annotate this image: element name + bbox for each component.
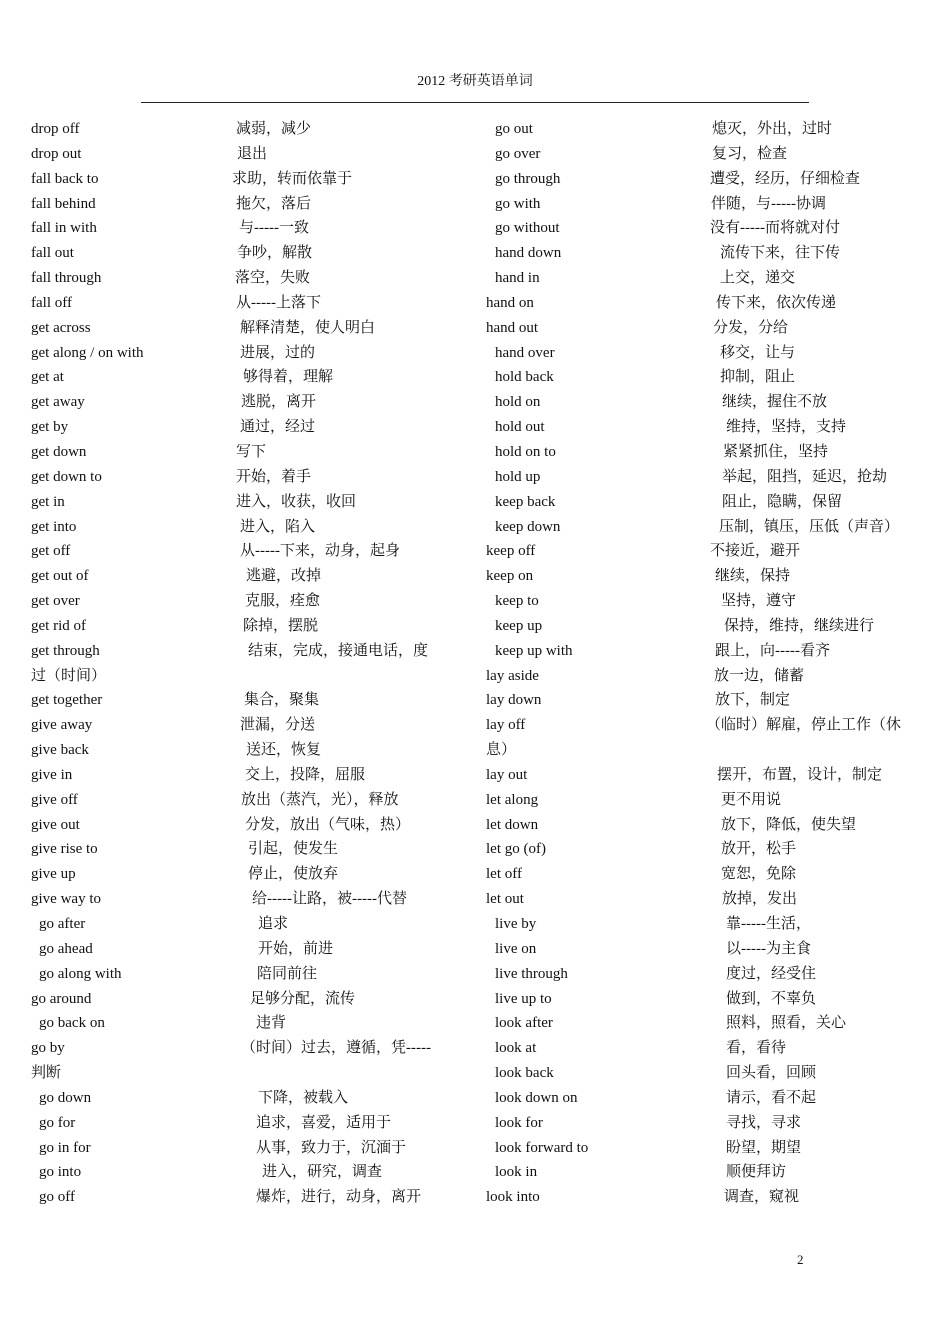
vocab-term: get out of: [31, 568, 89, 585]
vocab-definition: 分发，放出（气味，热）: [245, 816, 411, 833]
vocab-definition: 进入，陷入: [240, 518, 316, 535]
vocab-term: look back: [495, 1065, 554, 1082]
vocab-term: keep back: [495, 493, 556, 510]
vocab-definition: 紧紧抓住，坚持: [723, 443, 829, 460]
vocab-definition: 盼望，期望: [726, 1139, 802, 1156]
vocab-entry: [486, 515, 911, 540]
vocab-entry: [486, 837, 911, 862]
vocab-definition: 不接近，避开: [710, 543, 801, 560]
vocab-term: go into: [39, 1164, 82, 1181]
vocab-definition: 从-----下来，动身，起身: [240, 543, 400, 560]
vocab-entry: [31, 1111, 456, 1136]
vocab-term: go over: [495, 145, 541, 162]
vocab-definition: 伴随，与-----协调: [711, 195, 826, 212]
vocab-term: let out: [486, 891, 524, 908]
vocab-entry: [486, 266, 911, 291]
vocab-definition: 与-----一致: [239, 220, 309, 237]
vocab-entry: [486, 1160, 911, 1185]
vocab-definition: 进展，过的: [240, 344, 316, 361]
vocab-entry: [31, 713, 456, 738]
vocab-entry: [31, 738, 456, 763]
vocab-entry: [486, 664, 911, 689]
vocab-definition: （临时）解雇，停止工作（休: [706, 717, 902, 734]
vocab-term: fall in with: [31, 220, 97, 237]
vocab-term: live by: [495, 916, 537, 932]
vocab-definition: 维持，坚持，支持: [726, 419, 847, 436]
vocab-definition: 移交，让与: [720, 344, 796, 361]
vocab-term: go with: [495, 195, 541, 212]
vocab-term: drop out: [31, 145, 82, 162]
header-divider: [141, 102, 809, 103]
vocab-definition: 引起，使发生: [248, 841, 339, 858]
vocab-term: give away: [31, 717, 93, 734]
vocab-term: keep off: [486, 543, 536, 560]
vocab-term: look for: [495, 1114, 543, 1131]
vocab-term: get over: [31, 593, 80, 610]
vocab-definition: 分发，分给: [713, 319, 789, 336]
vocab-term: hold back: [495, 369, 554, 386]
vocab-term: hand down: [495, 245, 562, 262]
vocab-term: get into: [31, 518, 77, 535]
vocab-definition: 保持，维持，继续进行: [724, 617, 875, 634]
vocab-entry: [31, 515, 456, 540]
vocab-term: fall behind: [31, 195, 96, 212]
left-vocabulary-column: [31, 117, 456, 1210]
vocab-term: drop off: [31, 121, 80, 137]
vocab-definition: 陪同前往: [257, 965, 318, 982]
vocab-definition: 摆开，布置，设计，制定: [717, 766, 883, 783]
page-number: 2: [797, 1252, 804, 1267]
vocab-entry: [486, 912, 911, 937]
vocab-definition: 没有-----而将就对付: [710, 220, 840, 237]
vocab-definition: 继续，保持: [715, 568, 791, 585]
vocab-term: go through: [495, 170, 561, 187]
vocab-definition: 放一边，储蓄: [714, 667, 805, 684]
vocab-entry: [486, 862, 911, 887]
vocab-entry: [486, 216, 911, 241]
vocab-entry: [486, 788, 911, 813]
vocab-definition: 抑制，阻止: [720, 369, 796, 386]
vocab-term: keep on: [486, 568, 534, 585]
vocab-term: go in for: [39, 1139, 91, 1156]
vocab-definition: 上交，递交: [720, 270, 796, 287]
vocab-term: get away: [31, 394, 85, 411]
vocab-term: let down: [486, 816, 539, 833]
vocab-definition: 复习，检查: [712, 145, 788, 162]
vocab-entry: [486, 1086, 911, 1111]
vocab-entry: [31, 962, 456, 987]
vocab-definition: 坚持，遵守: [721, 593, 797, 610]
vocab-entry: [486, 813, 911, 838]
vocab-term: lay off: [486, 717, 526, 734]
vocab-definition: 送还，恢复: [246, 742, 322, 759]
vocab-entry: [31, 241, 456, 266]
vocab-term: hand in: [495, 270, 540, 287]
vocab-definition: 压制，镇压，压低（声音）: [719, 518, 900, 535]
vocab-entry: [31, 1011, 456, 1036]
vocab-definition: 度过，经受住: [726, 965, 817, 982]
vocab-term: look in: [495, 1164, 538, 1181]
vocab-definition: 放下，降低，使失望: [721, 816, 857, 833]
vocab-entry: [31, 1086, 456, 1111]
vocab-definition: 给-----让路，被-----代替: [252, 891, 407, 908]
vocab-definition: 追求: [258, 916, 289, 932]
vocab-term: go for: [39, 1114, 76, 1131]
vocab-entry: [31, 788, 456, 813]
vocab-entry: [486, 1111, 911, 1136]
vocab-entry: [31, 887, 456, 912]
vocab-term: hold out: [495, 419, 545, 436]
vocab-definition: 交上，投降，屈服: [245, 766, 366, 783]
vocab-definition: 求助，转而依靠于: [232, 170, 353, 187]
vocab-term: give off: [31, 791, 78, 808]
right-vocabulary-column: [486, 117, 911, 1210]
vocab-term: look forward to: [495, 1139, 589, 1156]
vocab-term: lay aside: [486, 667, 539, 684]
vocab-definition: 进入，研究，调查: [262, 1164, 383, 1181]
vocab-entry: [486, 1185, 911, 1210]
vocab-term: get down to: [31, 468, 102, 485]
vocab-definition: 熄灭，外出，过时: [712, 121, 833, 137]
vocab-entry: [31, 490, 456, 515]
vocab-definition: 遭受，经历，仔细检查: [710, 170, 861, 187]
vocab-entry: [486, 291, 911, 316]
vocab-definition: 逃避，改掉: [246, 568, 322, 585]
vocab-entry: [31, 216, 456, 241]
vocab-term: keep up with: [495, 642, 573, 659]
vocab-term: look into: [486, 1189, 540, 1206]
vocab-term: go down: [39, 1089, 92, 1106]
vocab-entry: [486, 887, 911, 912]
vocab-definition: 继续，握住不放: [722, 394, 828, 411]
vocab-term: get along / on with: [31, 344, 144, 361]
vocab-definition: 举起，阻挡，延迟，抢劫: [722, 468, 888, 485]
vocab-term: get by: [31, 419, 69, 436]
vocab-definition: 追求，喜爱，适用于: [256, 1114, 392, 1131]
vocab-term: hold on to: [495, 443, 556, 460]
vocab-term: hold up: [495, 468, 541, 485]
vocab-entry: [31, 316, 456, 341]
vocab-entry: [486, 241, 911, 266]
vocab-definition: 解释清楚，使人明白: [240, 319, 376, 336]
vocab-definition: 靠-----生活，: [726, 916, 811, 932]
vocab-definition: 除掉，摆脱: [243, 617, 319, 634]
vocab-entry: [486, 564, 911, 589]
vocab-entry: [486, 316, 911, 341]
vocab-term: live up to: [495, 990, 552, 1007]
vocab-definition: 争吵，解散: [237, 245, 313, 262]
vocab-entry: [486, 365, 911, 390]
vocab-definition: 回头看，回顾: [726, 1065, 817, 1082]
vocab-entry: [486, 341, 911, 366]
vocab-entry: [486, 142, 911, 167]
vocab-term: lay down: [486, 692, 542, 709]
vocab-term: go out: [495, 121, 533, 137]
vocab-entry: [31, 1036, 456, 1086]
vocab-term: get at: [31, 369, 64, 386]
vocab-definition: 调查，窥视: [724, 1189, 800, 1206]
vocab-entry: [31, 688, 456, 713]
vocab-definition: 寻找，寻求: [726, 1114, 802, 1131]
vocab-definition: 进入，收获，收回: [236, 493, 357, 510]
vocab-entry: [31, 987, 456, 1012]
vocab-definition: 减弱，减少: [236, 121, 312, 137]
vocab-term: go off: [39, 1189, 75, 1206]
vocab-entry: [31, 266, 456, 291]
vocab-definition: 泄漏，分送: [240, 717, 316, 734]
vocab-entry: [486, 440, 911, 465]
vocab-definition: 够得着，理解: [243, 369, 334, 386]
vocab-term: go without: [495, 220, 560, 237]
vocab-term: let along: [486, 791, 539, 808]
vocab-entry: [486, 117, 911, 142]
vocab-definition: 从-----上落下: [236, 294, 321, 311]
vocab-term: fall off: [31, 294, 72, 311]
vocab-entry: [486, 1011, 911, 1036]
vocab-entry: [31, 390, 456, 415]
vocab-definition: 从事，致力于，沉湎于: [256, 1139, 407, 1156]
vocab-term: give rise to: [31, 841, 98, 858]
vocab-term: go ahead: [39, 940, 93, 957]
vocab-entry: [31, 415, 456, 440]
vocab-entry: [486, 688, 911, 713]
vocab-term: get together: [31, 692, 103, 709]
vocab-term: fall back to: [31, 170, 99, 187]
vocab-entry: [31, 937, 456, 962]
vocab-definition: 阻止，隐瞒，保留: [722, 493, 843, 510]
vocab-entry: [31, 1185, 456, 1210]
vocab-entry: [486, 713, 911, 763]
vocab-term: get through: [31, 642, 100, 659]
vocab-entry: [31, 167, 456, 192]
vocab-term: get across: [31, 319, 91, 336]
vocab-term: hand out: [486, 319, 539, 336]
vocab-term: keep to: [495, 593, 539, 610]
vocab-definition: 放出（蒸汽，光），释放: [241, 791, 399, 808]
vocab-definition: 放下，制定: [715, 692, 791, 709]
vocab-term: give back: [31, 742, 89, 759]
vocab-term: let off: [486, 866, 522, 883]
vocab-entry: [31, 837, 456, 862]
vocab-term: go after: [39, 916, 86, 932]
vocab-entry: [486, 589, 911, 614]
vocab-term: give way to: [31, 891, 101, 908]
vocab-definition: 停止，使放弃: [248, 866, 339, 883]
vocab-term: let go (of): [486, 841, 546, 858]
vocab-entry: [486, 614, 911, 639]
vocab-entry: [31, 763, 456, 788]
vocab-entry: [486, 1036, 911, 1061]
vocab-definition: 开始，前进: [258, 940, 334, 957]
vocab-term: get off: [31, 543, 71, 560]
vocab-term: go along with: [39, 965, 122, 982]
vocab-definition: 看，看待: [726, 1040, 787, 1057]
vocab-entry: [486, 390, 911, 415]
vocab-term: look after: [495, 1015, 553, 1032]
vocab-entry: [486, 192, 911, 217]
vocab-entry: [31, 862, 456, 887]
vocab-term: get in: [31, 493, 65, 510]
page-header-title: 2012 考研英语单词: [417, 74, 533, 89]
vocab-entry: [486, 490, 911, 515]
vocab-term: hand over: [495, 344, 555, 361]
vocab-definition: 足够分配，流传: [250, 990, 356, 1007]
vocab-term: give up: [31, 866, 76, 883]
vocab-definition: 流传下来，往下传: [720, 245, 841, 262]
vocab-entry: [486, 763, 911, 788]
vocab-entry: [31, 440, 456, 465]
vocab-definition: 拖欠，落后: [236, 195, 312, 212]
vocab-entry: [486, 987, 911, 1012]
vocab-term: give in: [31, 766, 73, 783]
vocab-entry: [31, 639, 456, 689]
vocab-definition: （时间）过去，遵循，凭-----: [241, 1040, 431, 1057]
vocab-term: go back on: [39, 1015, 105, 1032]
vocab-entry: [486, 937, 911, 962]
vocab-term: give out: [31, 816, 80, 833]
vocab-definition: 逃脱，离开: [241, 394, 317, 411]
vocab-definition: 违背: [256, 1015, 287, 1032]
vocab-definition: 更不用说: [721, 791, 782, 808]
vocab-definition: 集合，聚集: [244, 692, 320, 709]
vocab-definition: 顺便拜访: [726, 1164, 787, 1181]
vocab-term: hand on: [486, 294, 534, 311]
vocab-definition-continued: 过（时间）: [31, 667, 107, 684]
vocab-entry: [486, 465, 911, 490]
vocab-definition: 做到，不辜负: [726, 990, 817, 1007]
vocab-entry: [31, 614, 456, 639]
vocab-entry: [31, 1160, 456, 1185]
vocab-entry: [486, 1061, 911, 1086]
vocab-definition: 放掉，发出: [722, 891, 798, 908]
vocab-term: look at: [495, 1040, 537, 1057]
vocab-entry: [31, 813, 456, 838]
vocab-definition: 下降，被载入: [258, 1089, 349, 1106]
vocab-definition: 跟上，向-----看齐: [715, 642, 830, 659]
vocab-term: fall out: [31, 245, 74, 262]
vocab-entry: [486, 1136, 911, 1161]
vocab-entry: [31, 341, 456, 366]
vocab-definition: 通过，经过: [240, 419, 316, 436]
vocab-entry: [31, 192, 456, 217]
vocab-term: lay out: [486, 766, 528, 783]
vocab-term: look down on: [495, 1089, 578, 1106]
vocab-entry: [31, 539, 456, 564]
vocab-definition-continued: 判断: [31, 1065, 62, 1082]
vocab-definition: 以-----为主食: [726, 940, 811, 957]
vocab-term: fall through: [31, 270, 102, 287]
vocab-definition: 放开，松手: [721, 841, 797, 858]
vocab-entry: [31, 1136, 456, 1161]
vocab-entry: [31, 142, 456, 167]
vocab-entry: [31, 589, 456, 614]
vocab-definition: 传下来，依次传递: [716, 294, 837, 311]
vocab-term: go by: [31, 1040, 65, 1057]
vocab-term: keep down: [495, 518, 561, 535]
vocab-definition: 照料，照看，关心: [726, 1015, 847, 1032]
vocab-definition: 写下: [236, 443, 267, 460]
vocab-term: get down: [31, 443, 87, 460]
vocab-entry: [486, 539, 911, 564]
vocab-entry: [31, 912, 456, 937]
vocab-term: hold on: [495, 394, 541, 411]
vocab-definition: 退出: [237, 145, 268, 162]
vocab-term: get rid of: [31, 617, 86, 634]
vocab-definition: 宽恕，免除: [721, 866, 797, 883]
vocab-entry: [31, 365, 456, 390]
vocab-term: live through: [495, 965, 568, 982]
vocab-term: keep up: [495, 617, 543, 634]
vocab-entry: [31, 291, 456, 316]
vocab-definition: 结束，完成，接通电话，度: [248, 642, 429, 659]
vocab-entry: [31, 564, 456, 589]
vocab-definition: 请示，看不起: [726, 1089, 817, 1106]
vocab-entry: [486, 415, 911, 440]
vocab-entry: [486, 962, 911, 987]
vocab-entry: [486, 167, 911, 192]
vocab-entry: [31, 117, 456, 142]
vocab-entry: [31, 465, 456, 490]
vocab-definition: 爆炸，进行，动身，离开: [256, 1189, 422, 1206]
vocab-term: live on: [495, 940, 537, 957]
vocab-definition: 克服，痊愈: [245, 593, 321, 610]
vocab-definition: 开始，着手: [236, 468, 312, 485]
vocab-definition-continued: 息）: [486, 742, 517, 759]
vocab-term: go around: [31, 990, 92, 1007]
vocab-definition: 落空，失败: [235, 270, 311, 287]
vocab-entry: [486, 639, 911, 664]
